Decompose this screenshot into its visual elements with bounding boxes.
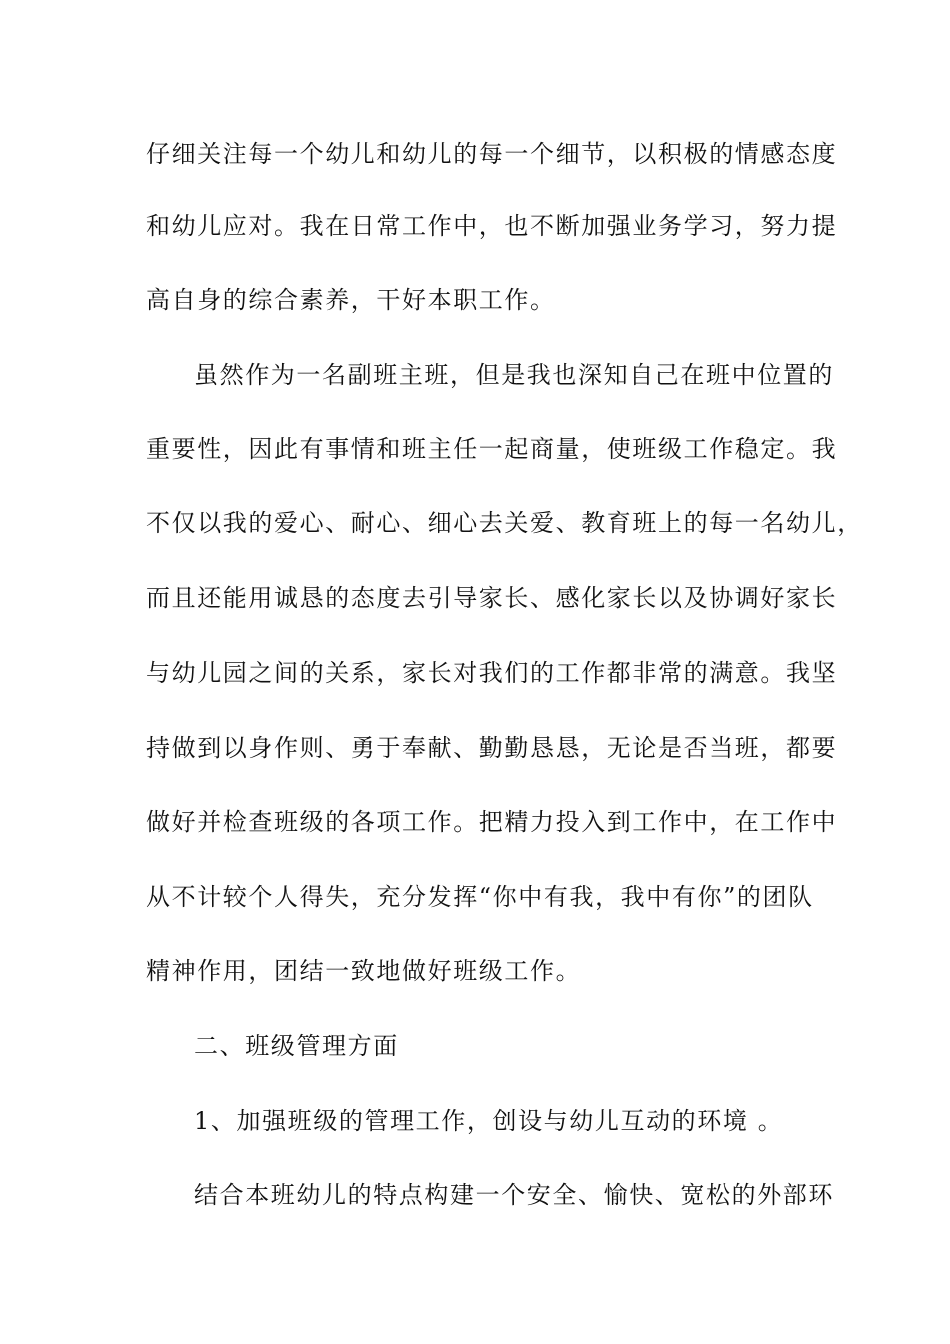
text-line-1: 仔细关注每一个幼儿和幼儿的每一个细节，以积极的情感态度 [146,140,838,168]
text-line-10: 做好并检查班级的各项工作。把精力投入到工作中，在工作中 [146,808,838,836]
text-line-2: 和幼儿应对。我在日常工作中，也不断加强业务学习，努力提 [146,212,838,240]
text-line-7: 而且还能用诚恳的态度去引导家长、感化家长以及协调好家长 [146,584,838,612]
text-line-5: 重要性，因此有事情和班主任一起商量，使班级工作稳定。我 [146,435,838,463]
section-heading: 二、班级管理方面 [194,1032,399,1060]
text-line-8: 与幼儿园之间的关系，家长对我们的工作都非常的满意。我坚 [146,659,838,687]
text-line-11: 从不计较个人得失，充分发挥“你中有我，我中有你”的团队 [146,883,814,911]
text-line-6: 不仅以我的爱心、耐心、细心去关爱、教育班上的每一名幼儿， [146,509,863,537]
text-line-3: 高自身的综合素养，干好本职工作。 [146,286,556,314]
text-line-4: 虽然作为一名副班主班，但是我也深知自己在班中位置的 [194,361,834,389]
text-line-15: 结合本班幼儿的特点构建一个安全、愉快、宽松的外部环 [194,1181,834,1209]
text-line-9: 持做到以身作则、勇于奉献、勤勤恳恳，无论是否当班，都要 [146,734,838,762]
subsection-heading: 1、加强班级的管理工作，创设与幼儿互动的环境 。 [194,1107,784,1135]
text-line-12: 精神作用，团结一致地做好班级工作。 [146,957,582,985]
